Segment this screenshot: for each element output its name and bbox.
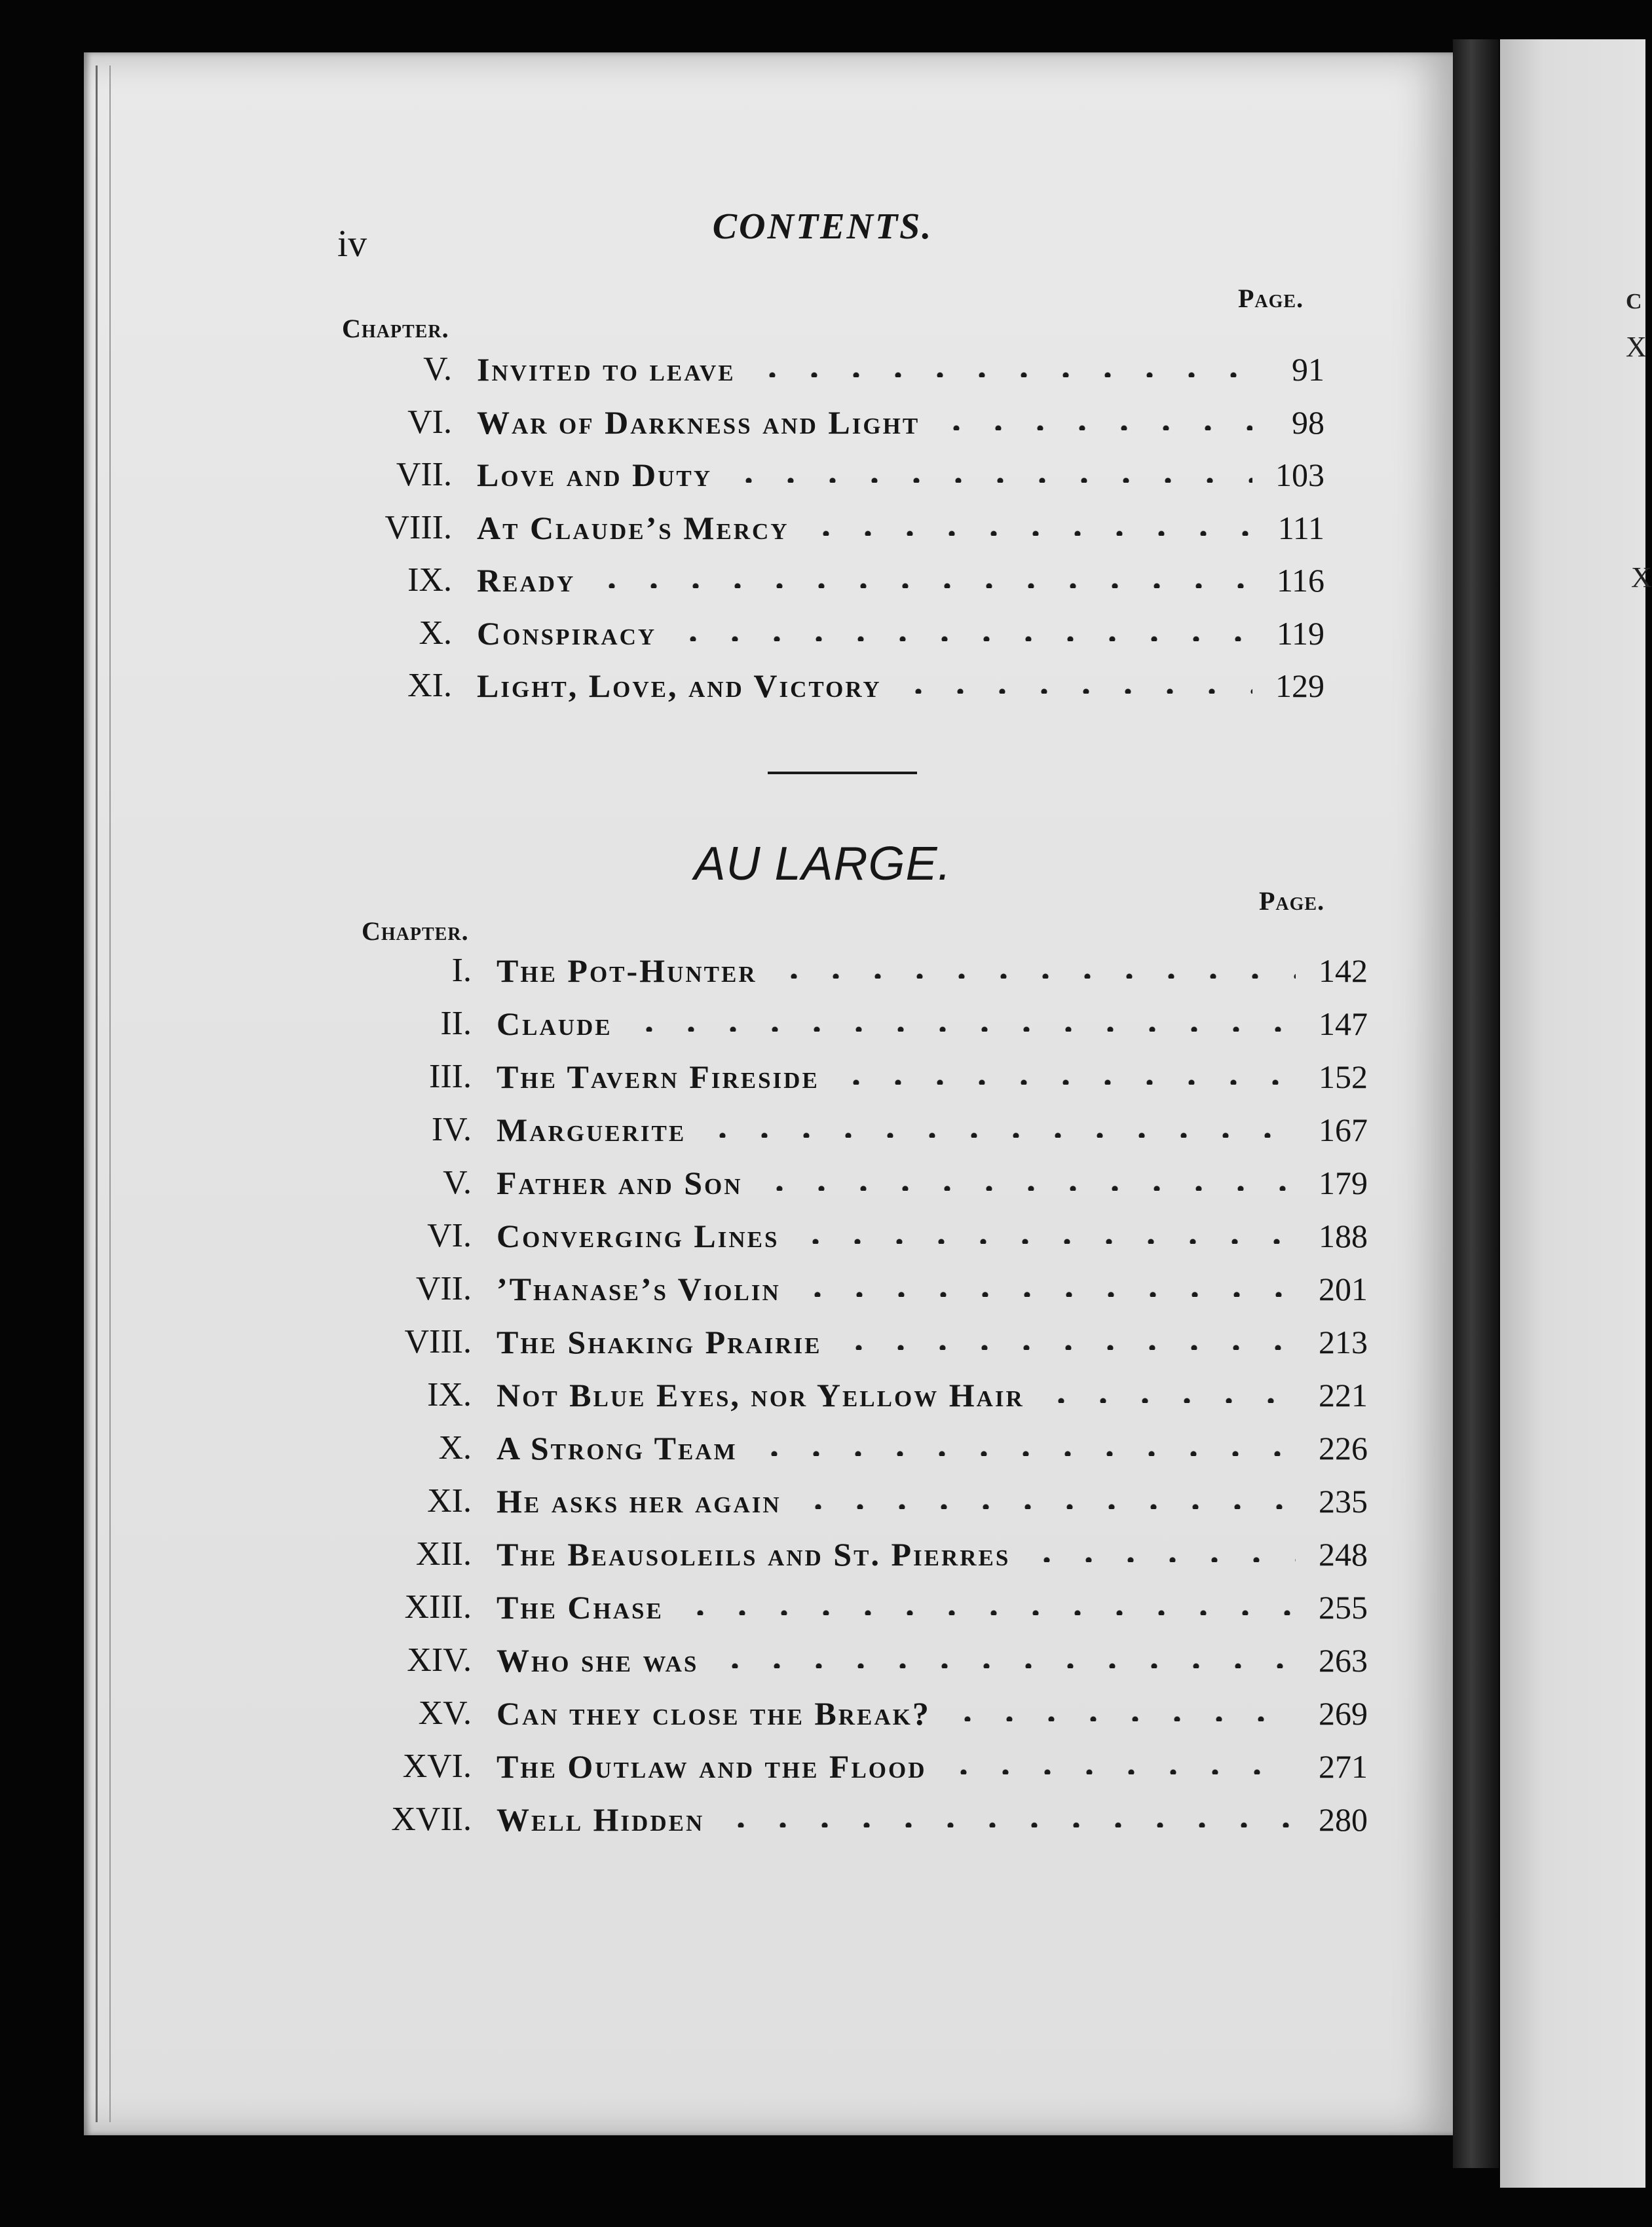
dot-leader xyxy=(679,1610,1296,1615)
page-column-header: Page. xyxy=(1238,284,1304,313)
dot-leader xyxy=(797,1504,1296,1509)
contents-entry xyxy=(347,1004,1368,1043)
contents-entry xyxy=(328,350,1324,389)
dot-leader xyxy=(714,1663,1296,1668)
page-reference: 221 xyxy=(1319,1377,1368,1413)
contents-entry xyxy=(347,1269,1368,1309)
dot-leader xyxy=(720,1822,1296,1827)
dot-leader xyxy=(672,636,1252,641)
page-reference: 188 xyxy=(1319,1218,1368,1254)
chapter-number: XII. xyxy=(415,1535,472,1573)
book-gutter xyxy=(1453,39,1499,2168)
dot-leader xyxy=(773,973,1296,979)
dot-leader xyxy=(1026,1557,1296,1562)
contents-entry xyxy=(347,1482,1368,1521)
dot-leader xyxy=(1040,1398,1296,1403)
chapter-number: XVI. xyxy=(402,1748,472,1785)
chapter-title: Invited to leave xyxy=(477,351,736,388)
chapter-number: III. xyxy=(429,1058,472,1095)
facing-page-fragment: C xyxy=(1626,290,1642,314)
chapter-number: XIII. xyxy=(404,1588,472,1626)
chapter-title: The Shaking Prairie xyxy=(497,1324,822,1360)
contents-entry xyxy=(328,508,1324,548)
chapter-title: Can they close the Break? xyxy=(497,1695,931,1732)
contents-entry xyxy=(347,1800,1368,1839)
chapter-title: Not Blue Eyes, nor Yellow Hair xyxy=(497,1377,1024,1413)
page-number: iv xyxy=(337,222,367,265)
dot-leader xyxy=(947,1716,1296,1721)
dot-leader xyxy=(759,1186,1296,1191)
dot-leader xyxy=(795,1239,1296,1244)
chapter-title: War of Darkness and Light xyxy=(477,403,920,441)
chapter-title: He asks her again xyxy=(497,1483,781,1520)
section-divider xyxy=(768,772,917,774)
dot-leader xyxy=(628,1026,1296,1032)
chapter-title: At Claude’s Mercy xyxy=(477,509,789,546)
dot-leader xyxy=(728,477,1252,483)
dot-leader xyxy=(753,1451,1296,1456)
chapter-number: VI. xyxy=(427,1217,472,1254)
dot-leader xyxy=(702,1132,1296,1138)
chapter-title: Claude xyxy=(497,1005,612,1042)
page-reference: 147 xyxy=(1319,1005,1368,1042)
chapter-number: V. xyxy=(443,1164,472,1201)
chapter-number: VII. xyxy=(396,456,452,493)
page-reference: 98 xyxy=(1292,403,1324,441)
chapter-title: Light, Love, and Victory xyxy=(477,667,882,704)
page-reference: 142 xyxy=(1319,952,1368,989)
chapter-title: The Beausoleils and St. Pierres xyxy=(497,1536,1011,1573)
chapter-title: Marguerite xyxy=(497,1112,686,1148)
page-reference: 201 xyxy=(1319,1271,1368,1307)
dot-leader xyxy=(835,1079,1296,1085)
contents-title: CONTENTS. xyxy=(712,206,933,247)
dot-leader xyxy=(943,1769,1296,1774)
page-reference: 213 xyxy=(1319,1324,1368,1360)
page-reference: 111 xyxy=(1277,509,1324,546)
contents-entry xyxy=(328,561,1324,600)
dot-leader xyxy=(838,1345,1296,1350)
page-edge xyxy=(96,66,111,2122)
page-reference: 129 xyxy=(1275,667,1324,704)
chapter-number: XVII. xyxy=(391,1801,472,1838)
page-reference: 255 xyxy=(1319,1589,1368,1626)
contents-entry xyxy=(347,1163,1368,1203)
chapter-title: Love and Duty xyxy=(477,457,713,493)
dot-leader xyxy=(591,583,1252,588)
chapter-title: Father and Son xyxy=(497,1165,743,1201)
contents-entry xyxy=(347,1376,1368,1415)
page-column-header: Page. xyxy=(1259,886,1325,916)
facing-page-fragment: X xyxy=(1626,331,1647,363)
chapter-title: The Pot-Hunter xyxy=(497,952,757,989)
section-title: AU LARGE. xyxy=(694,838,952,890)
contents-entry xyxy=(347,1747,1368,1786)
chapter-column-header: Chapter. xyxy=(362,916,469,946)
dot-leader xyxy=(897,688,1252,694)
chapter-title: ’Thanase’s Violin xyxy=(497,1271,781,1307)
facing-page xyxy=(1500,39,1652,2188)
chapter-title: A Strong Team xyxy=(497,1430,738,1467)
chapter-title: Well Hidden xyxy=(497,1801,705,1838)
dot-leader xyxy=(751,372,1252,377)
chapter-title: Converging Lines xyxy=(497,1218,779,1254)
chapter-number: VI. xyxy=(407,403,452,441)
contents-entry xyxy=(347,1216,1368,1256)
chapter-title: The Outlaw and the Flood xyxy=(497,1748,927,1785)
chapter-number: IV. xyxy=(431,1111,472,1148)
contents-entry xyxy=(347,1057,1368,1096)
contents-entry xyxy=(328,666,1324,705)
contents-entry xyxy=(347,1641,1368,1680)
page-reference: 263 xyxy=(1319,1642,1368,1679)
chapter-number: II. xyxy=(440,1005,472,1042)
page-reference: 91 xyxy=(1292,351,1324,388)
chapter-title: Ready xyxy=(477,562,576,599)
contents-entry xyxy=(347,1429,1368,1468)
chapter-number: XI. xyxy=(407,667,452,704)
chapter-number: IX. xyxy=(407,561,452,599)
chapter-title: The Tavern Fireside xyxy=(497,1058,819,1095)
chapter-number: X. xyxy=(419,614,452,652)
page-reference: 103 xyxy=(1275,457,1324,493)
page-reference: 226 xyxy=(1319,1430,1368,1467)
dot-leader xyxy=(935,425,1252,430)
page-reference: 119 xyxy=(1276,614,1324,652)
contents-entry xyxy=(328,455,1324,495)
page-reference: 280 xyxy=(1319,1801,1368,1838)
chapter-number: XI. xyxy=(427,1482,472,1520)
chapter-title: The Chase xyxy=(497,1589,664,1626)
chapter-number: VII. xyxy=(415,1270,472,1307)
chapter-title: Conspiracy xyxy=(477,614,657,652)
chapter-number: I. xyxy=(451,952,472,989)
chapter-title: Who she was xyxy=(497,1642,699,1679)
contents-entry xyxy=(347,1110,1368,1150)
contents-entry xyxy=(347,1694,1368,1733)
page-reference: 167 xyxy=(1319,1112,1368,1148)
contents-entry xyxy=(347,1322,1368,1362)
contents-entry xyxy=(347,1588,1368,1627)
chapter-number: V. xyxy=(423,350,452,388)
page-reference: 235 xyxy=(1319,1483,1368,1520)
contents-entry xyxy=(347,951,1368,990)
chapter-number: IX. xyxy=(427,1376,472,1413)
page-reference: 271 xyxy=(1319,1748,1368,1785)
page-reference: 179 xyxy=(1319,1165,1368,1201)
page-reference: 248 xyxy=(1319,1536,1368,1573)
page-reference: 152 xyxy=(1319,1058,1368,1095)
contents-entry xyxy=(328,614,1324,653)
dot-leader xyxy=(805,531,1252,536)
page-reference: 269 xyxy=(1319,1695,1368,1732)
chapter-number: VIII. xyxy=(404,1323,472,1360)
contents-entry xyxy=(328,403,1324,442)
chapter-number: XIV. xyxy=(407,1641,472,1679)
chapter-column-header: Chapter. xyxy=(342,314,449,343)
chapter-number: VIII. xyxy=(385,508,452,546)
facing-page-fragment: X xyxy=(1631,561,1652,593)
chapter-number: X. xyxy=(438,1429,472,1467)
chapter-number: XV. xyxy=(418,1694,472,1732)
contents-entry xyxy=(347,1535,1368,1574)
page-reference: 116 xyxy=(1276,562,1324,599)
dot-leader xyxy=(797,1292,1296,1297)
